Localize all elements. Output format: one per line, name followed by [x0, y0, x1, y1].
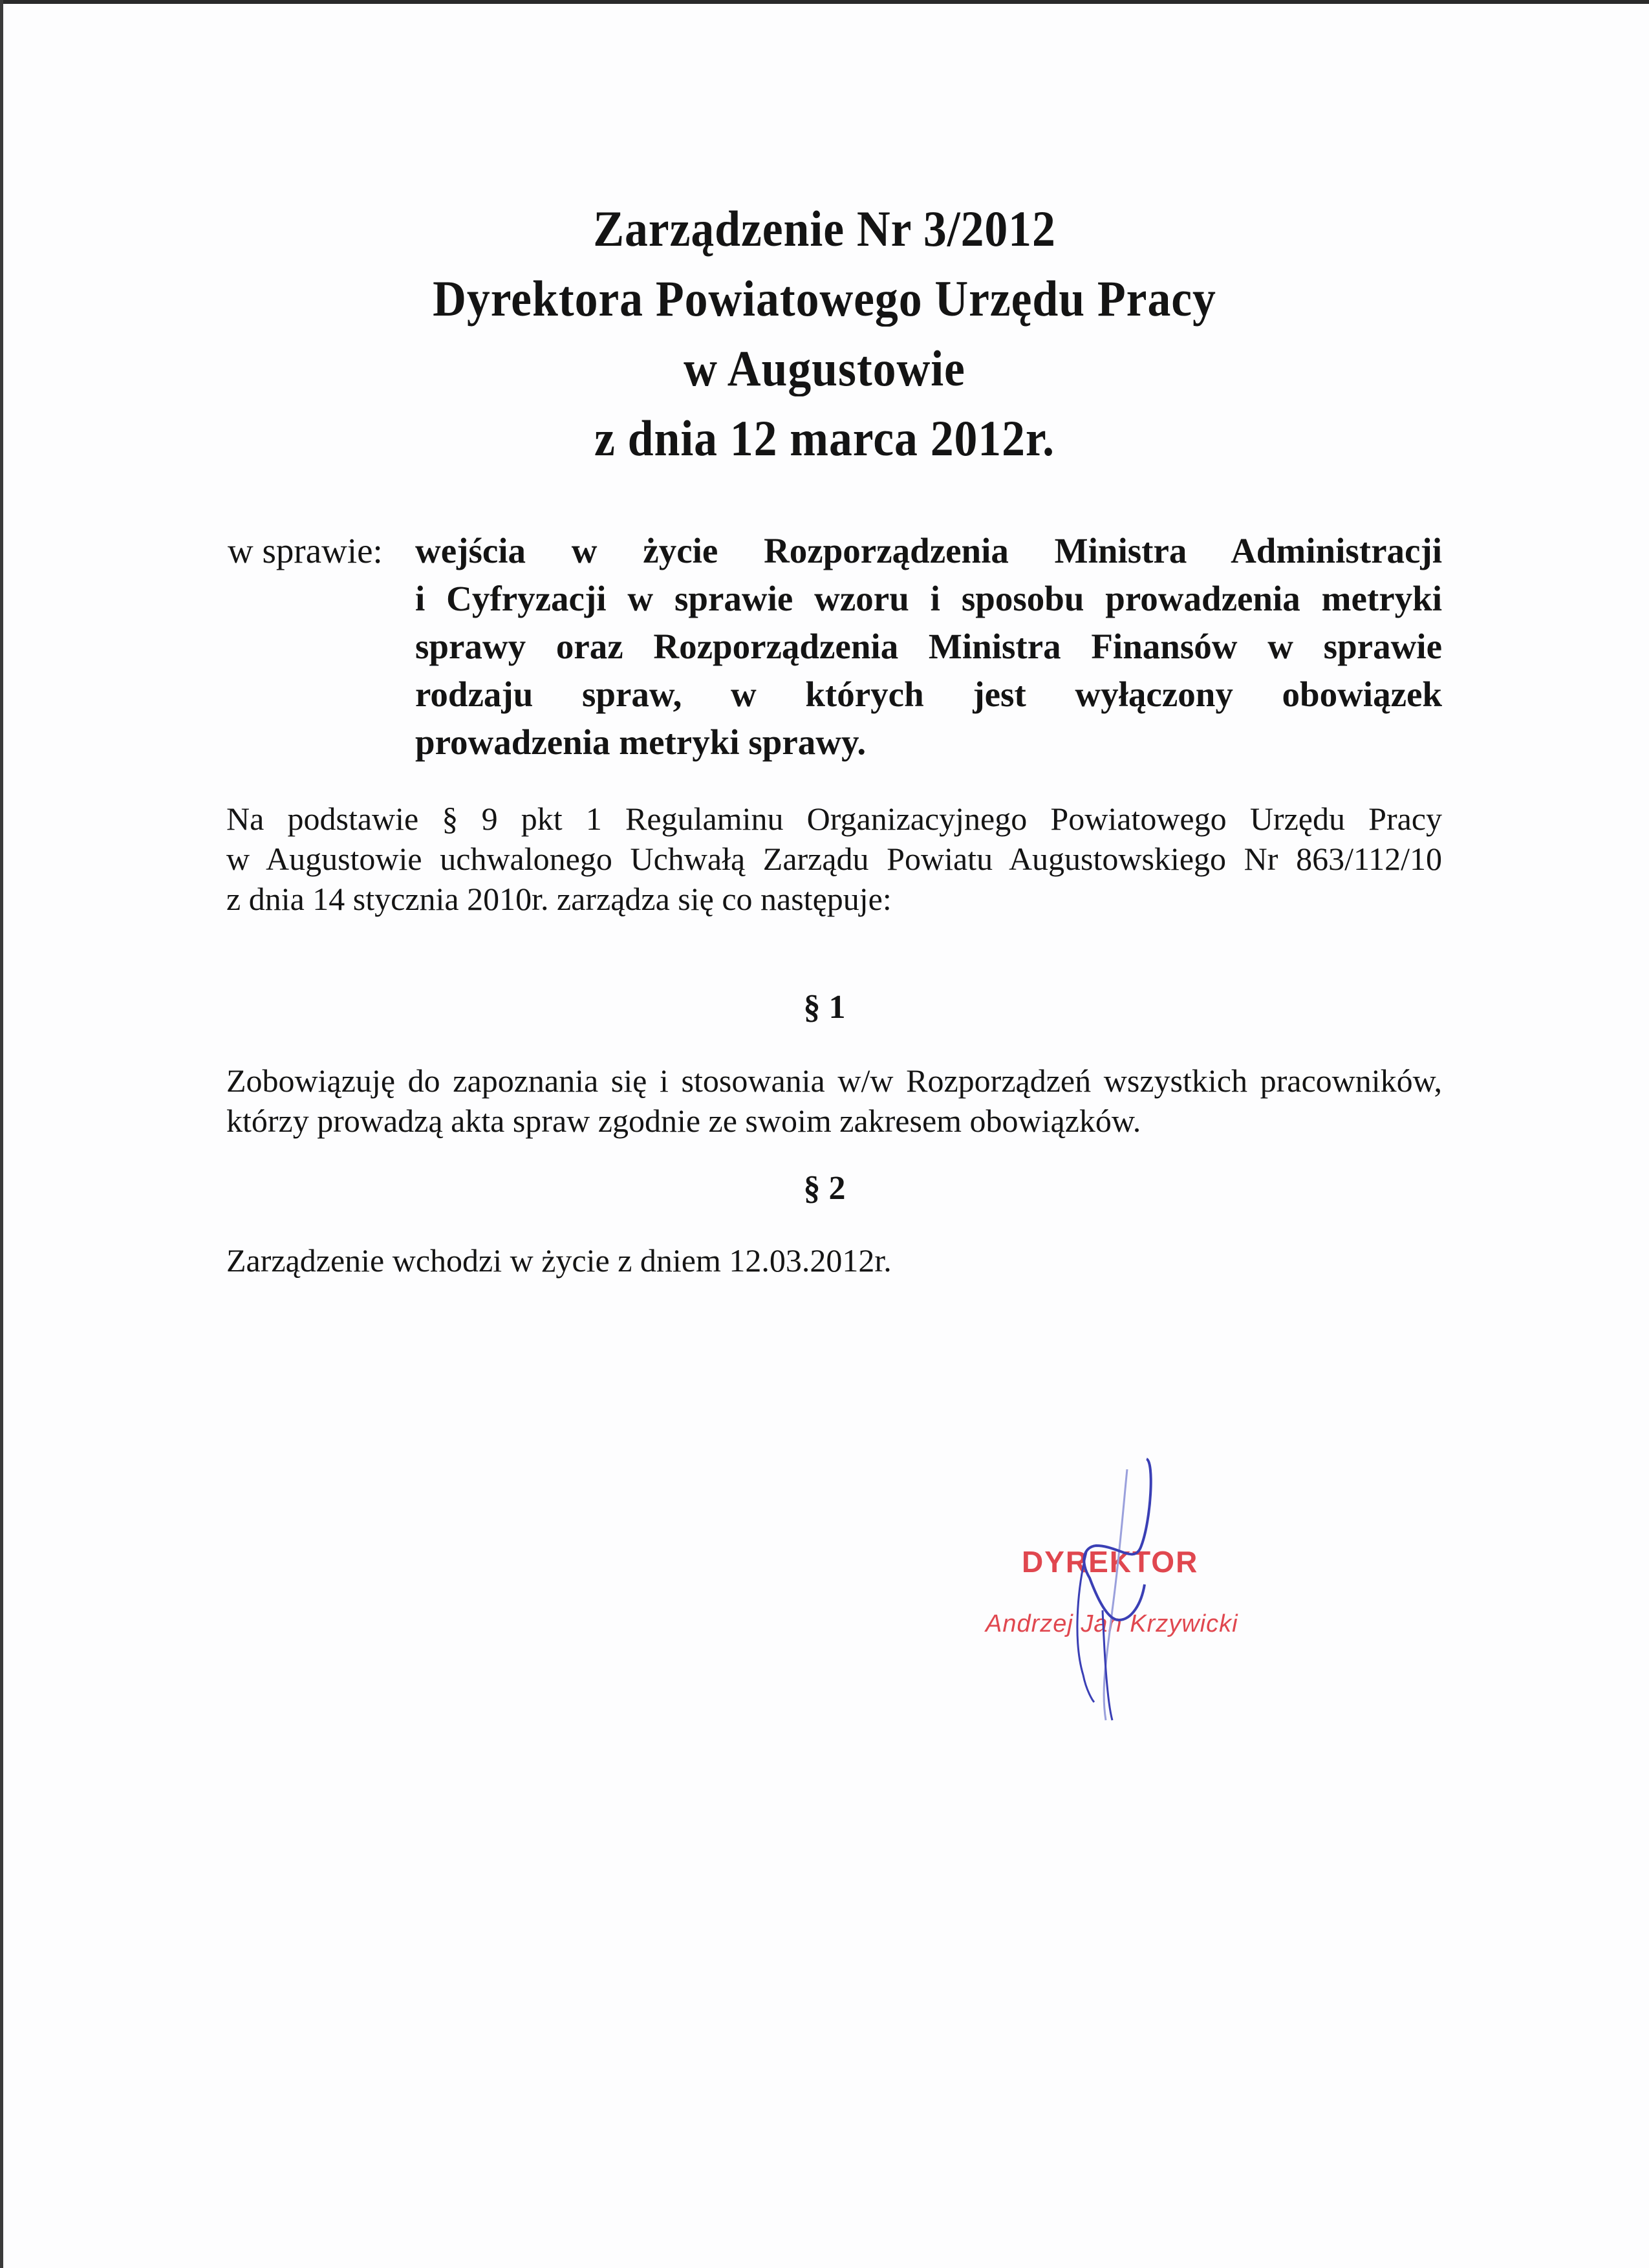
subject-line: sprawy oraz Rozporządzenia Ministra Finansów w sprawie — [415, 627, 1442, 666]
handwritten-signature — [957, 1449, 1293, 1740]
section-line: Zobowiązuję do zapoznania się i stosowania w/w Rozporządzeń wszystkich pracowników, — [226, 1063, 1442, 1099]
title-line: Dyrektora Powiatowego Urzędu Pracy — [433, 270, 1216, 327]
subject-line: i Cyfryzacji w sprawie wzoru i sposobu prowadzenia metryki — [415, 579, 1442, 618]
title-line: w Augustowie — [684, 340, 965, 396]
section-line: Zarządzenie wchodzi w życie z dniem 12.03.2012r. — [226, 1242, 892, 1279]
subject-text — [415, 527, 1442, 766]
section-2-text — [226, 1240, 1442, 1280]
scan-edge-top — [0, 0, 1649, 4]
subject-line: wejścia w życie Rozporządzenia Ministra Administracji — [415, 531, 1442, 570]
director-stamp — [957, 1449, 1293, 1740]
preamble-line: Na podstawie § 9 pkt 1 Regulaminu Organizacyjnego Powiatowego Urzędu Pracy — [226, 801, 1442, 837]
document-title — [0, 194, 1649, 473]
preamble-line: z dnia 14 stycznia 2010r. zarządza się co następuje: — [226, 881, 892, 917]
stamp-name: Andrzej Jan Krzywicki — [986, 1610, 1238, 1637]
stamp-title: DYREKTOR — [1022, 1545, 1199, 1579]
signature-stroke — [1084, 1459, 1150, 1620]
section-2-mark: § 2 — [803, 1170, 846, 1207]
section-1-text — [226, 1061, 1442, 1141]
section-1-mark: § 1 — [803, 989, 846, 1026]
signature-stroke — [1077, 1552, 1094, 1702]
title-line: z dnia 12 marca 2012r. — [594, 410, 1055, 466]
subject-label: w sprawie: — [228, 531, 383, 570]
subject-line: rodzaju spraw, w których jest wyłączony obowiązek — [415, 675, 1442, 714]
preamble-line: w Augustowie uchwalonego Uchwałą Zarządu Powiatu Augustowskiego Nr 863/112/10 — [226, 841, 1442, 877]
title-line: Zarządzenie Nr 3/2012 — [593, 200, 1056, 257]
subject-line: prowadzenia metryki sprawy. — [415, 722, 867, 762]
preamble-paragraph — [226, 799, 1442, 919]
section-line: którzy prowadzą akta spraw zgodnie ze swoim zakresem obowiązków. — [226, 1103, 1141, 1139]
